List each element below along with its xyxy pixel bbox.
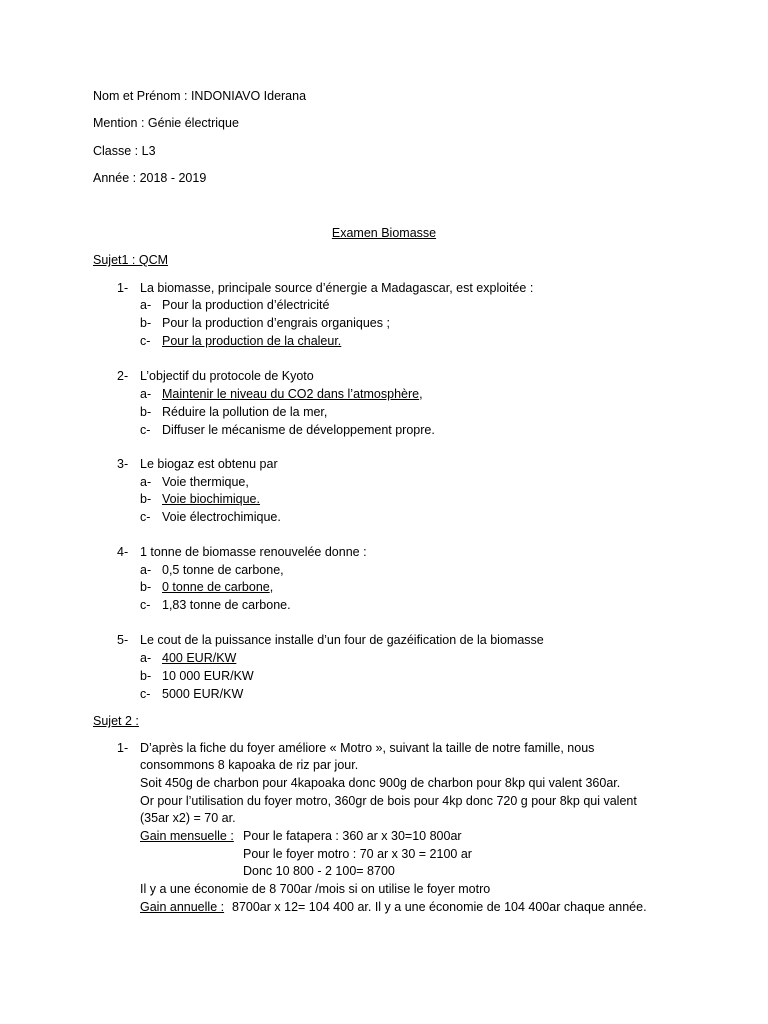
exam-title: Examen Biomasse	[331, 226, 437, 240]
classe: Classe : L3	[93, 144, 156, 158]
s2-line-3: Soit 450g de charbon pour 4kapoaka donc 900g de charbon pour 8kp qui valent 360ar.	[140, 776, 621, 790]
q2-option-a	[140, 386, 423, 402]
q1-option-a	[140, 297, 329, 313]
option-mark: b-	[140, 669, 152, 683]
s2-line-1: D’après la fiche du foyer améliore « Motro », suivant la taille de notre famille, nous	[140, 741, 595, 755]
option-suffix: ,	[269, 580, 274, 594]
gain-annuelle-text: 8700ar x 12= 104 400 ar. Il y a une économie de 104 400ar chaque année.	[232, 900, 647, 914]
option-mark: c-	[140, 334, 151, 348]
gain-mensuelle-label: Gain mensuelle :	[140, 829, 234, 843]
q2-text: L’objectif du protocole de Kyoto	[140, 369, 314, 383]
option-text: Pour la production d’électricité	[162, 298, 330, 312]
option-mark: b-	[140, 405, 152, 419]
option-mark: a-	[140, 475, 152, 489]
option-mark: a-	[140, 563, 152, 577]
option-mark: c-	[140, 687, 151, 701]
option-text-answer: 400 EUR/KW	[162, 651, 237, 665]
economie-line: Il y a une économie de 8 700ar /mois si on utilise le foyer motro	[140, 882, 491, 896]
option-mark: b-	[140, 492, 152, 506]
q5-option-b	[140, 668, 254, 684]
q4-text: 1 tonne de biomasse renouvelée donne :	[140, 545, 367, 559]
option-text: 10 000 EUR/KW	[162, 669, 254, 683]
gain-mensuelle-line-1: Pour le fatapera : 360 ar x 30=10 800ar	[243, 829, 462, 843]
option-text-answer: Maintenir le niveau du CO2 dans l’atmosphère	[162, 387, 420, 401]
option-mark: c-	[140, 598, 151, 612]
q1-option-c	[140, 333, 341, 349]
sujet1-heading: Sujet1 : QCM	[93, 253, 169, 267]
option-text: Réduire la pollution de la mer,	[162, 405, 328, 419]
q5-option-c	[140, 686, 243, 702]
student-name: Nom et Prénom : INDONIAVO Iderana	[93, 89, 307, 103]
q5-number: 5-	[117, 633, 129, 647]
option-text: 1,83 tonne de carbone.	[162, 598, 291, 612]
s2-line-5: (35ar x2) = 70 ar.	[140, 811, 236, 825]
q4-option-b	[140, 579, 273, 595]
q3-option-b	[140, 491, 260, 507]
q4-option-a	[140, 562, 284, 578]
gain-annuelle-label: Gain annuelle :	[140, 900, 225, 914]
q3-number: 3-	[117, 457, 129, 471]
q5-option-a	[140, 650, 236, 666]
q4-option-c	[140, 597, 291, 613]
sujet2-heading: Sujet 2 :	[93, 714, 139, 728]
option-mark: a-	[140, 387, 152, 401]
q3-option-a	[140, 474, 249, 490]
q5-text: Le cout de la puissance installe d’un four de gazéification de la biomasse	[140, 633, 544, 647]
q2-option-b	[140, 404, 327, 420]
option-suffix: ,	[419, 387, 423, 401]
q1-number: 1-	[117, 281, 129, 295]
q1-option-b	[140, 315, 390, 331]
option-text: Diffuser le mécanisme de développement propre.	[162, 423, 435, 437]
option-mark: a-	[140, 298, 152, 312]
option-text-answer: 0 tonne de carbone	[162, 580, 270, 594]
option-text: 0,5 tonne de carbone,	[162, 563, 284, 577]
gain-mensuelle-line-3: Donc 10 800 - 2 100= 8700	[243, 864, 395, 878]
option-text-answer: Pour la production de la chaleur.	[162, 334, 342, 348]
option-mark: c-	[140, 510, 151, 524]
option-mark: b-	[140, 580, 152, 594]
annee: Année : 2018 - 2019	[93, 171, 207, 185]
option-text: Voie thermique,	[162, 475, 249, 489]
s2-line-2: consommons 8 kapoaka de riz par jour.	[140, 758, 359, 772]
q1-text: La biomasse, principale source d’énergie a Madagascar, est exploitée :	[140, 281, 534, 295]
option-text: Pour la production d’engrais organiques ;	[162, 316, 390, 330]
option-mark: a-	[140, 651, 152, 665]
option-text: Voie électrochimique.	[162, 510, 281, 524]
q2-number: 2-	[117, 369, 129, 383]
option-mark: b-	[140, 316, 152, 330]
q2-option-c	[140, 422, 435, 438]
q4-number: 4-	[117, 545, 129, 559]
s2-q1-number: 1-	[117, 741, 129, 755]
option-text-answer: Voie biochimique.	[162, 492, 260, 506]
q3-text: Le biogaz est obtenu par	[140, 457, 278, 471]
option-text: 5000 EUR/KW	[162, 687, 244, 701]
gain-mensuelle-line-2: Pour le foyer motro : 70 ar x 30 = 2100 ar	[243, 847, 472, 861]
q3-option-c	[140, 509, 281, 525]
mention: Mention : Génie électrique	[93, 116, 239, 130]
option-mark: c-	[140, 423, 151, 437]
s2-line-4: Or pour l’utilisation du foyer motro, 360gr de bois pour 4kp donc 720 g pour 8kp qui valent	[140, 794, 637, 808]
